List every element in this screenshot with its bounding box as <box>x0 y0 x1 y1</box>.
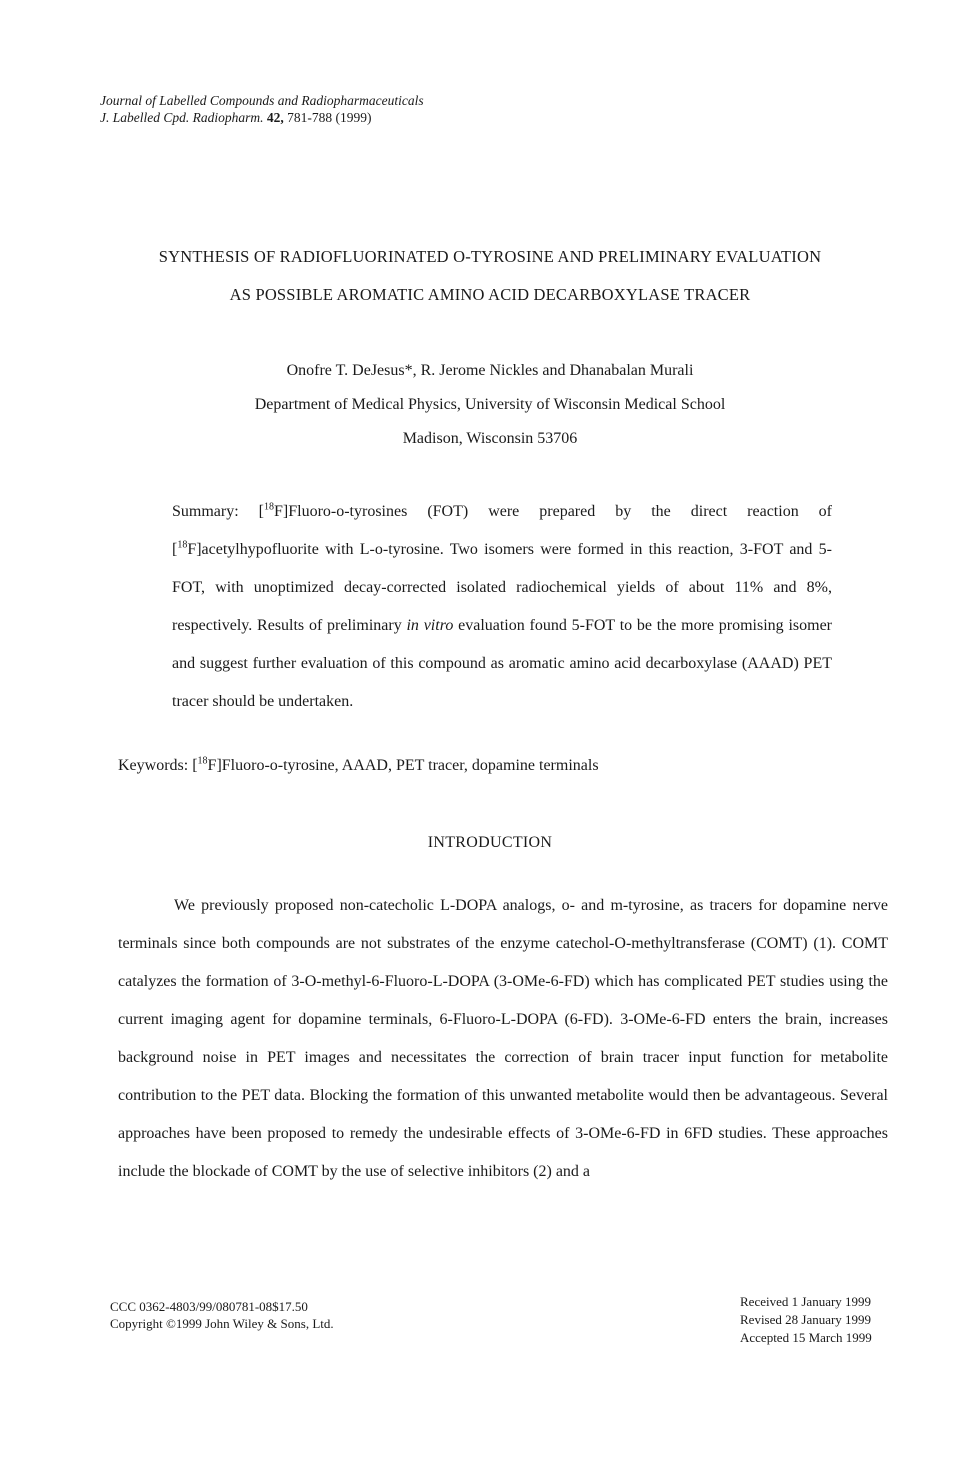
footer-received: Received 1 January 1999 <box>740 1294 872 1309</box>
summary-part-1: F]Fluoro-o-tyrosines (FOT) were prepared by the direct reaction of [ <box>172 503 833 558</box>
summary-in-vitro: in vitro <box>406 617 454 634</box>
keywords-text: F]Fluoro-o-tyrosine, AAAD, PET tracer, dopamine terminals <box>207 757 599 774</box>
paper-title <box>0 238 980 314</box>
introduction-heading: INTRODUCTION <box>427 834 553 851</box>
summary-part-3: evaluation found 5-FOT to be the more promising isomer and suggest further evaluation of this compound as aromatic amino acid decarboxylase (AAAD) PET tracer should be undertaken. <box>172 617 832 710</box>
footer-ccc: CCC 0362-4803/99/080781-08$17.50 <box>110 1299 308 1314</box>
footer-copyright: Copyright ©1999 John Wiley & Sons, Ltd. <box>110 1316 334 1331</box>
keywords-label: Keywords: <box>118 757 189 774</box>
keywords-sup: 18 <box>197 755 208 767</box>
citation-volume: 42, <box>266 110 284 125</box>
title-line-1: SYNTHESIS OF RADIOFLUORINATED O-TYROSINE AND PRELIMINARY EVALUATION <box>158 247 822 266</box>
author-location: Madison, Wisconsin 53706 <box>402 430 578 447</box>
footer-revised: Revised 28 January 1999 <box>740 1312 872 1327</box>
journal-name: Journal of Labelled Compounds and Radiopharmaceuticals <box>100 93 424 108</box>
journal-header <box>100 92 424 126</box>
summary-sup-1: 18 <box>264 501 274 513</box>
summary-label: Summary: <box>172 503 239 520</box>
keywords-line: Keywords: [$^{18}$F]Fluoro-o-tyrosine, AAAD, PET tracer, dopamine terminals <box>118 755 599 774</box>
summary-part-2: F]acetylhypofluorite with L-o-tyrosine. Two isomers were formed in this reaction, 3-FOT and 5-FOT, with unoptimized decay-corrected isolated radiochemical yields of about 11% and 8%, respectively. Results of preliminary <box>172 541 832 634</box>
footer-copyright-block <box>110 1298 334 1332</box>
footer-dates-block <box>740 1293 872 1347</box>
author-block <box>0 354 980 456</box>
citation-prefix: J. Labelled Cpd. Radiopharm. <box>100 110 264 125</box>
introduction-paragraph: We previously proposed non-catecholic L-DOPA analogs, o- and m-tyrosine, as tracers for dopamine nerve terminals since both compounds are not substrates of the enzyme catechol-O-methyltransferase (COMT) (1). COMT catalyzes the formation of 3-O-methyl-6-Fluoro-L-DOPA (3-OMe-6-FD) which has complicated PET studies using the current imaging agent for dopamine terminals, 6-Fluoro-L-DOPA (6-FD). 3-OMe-6-FD enters the brain, increases background noise in PET images and necessitates the correction of brain tracer input function for metabolite contribution to the PET data. Blocking the formation of this unwanted metabolite would then be advantageous. Several approaches have been proposed to remedy the undesirable effects of 3-OMe-6-FD in 6FD studies. These approaches include the blockade of COMT by the use of selective inhibitors (2) and a <box>118 897 888 1180</box>
summary-sup-2: 18 <box>177 539 188 551</box>
title-line-2: AS POSSIBLE AROMATIC AMINO ACID DECARBOXYLASE TRACER <box>229 285 751 304</box>
author-department: Department of Medical Physics, University of Wisconsin Medical School <box>254 396 726 413</box>
journal-citation <box>100 109 424 126</box>
footer-accepted: Accepted 15 March 1999 <box>740 1330 872 1345</box>
author-names: Onofre T. DeJesus*, R. Jerome Nickles and Dhanabalan Murali <box>286 362 694 379</box>
summary-paragraph: Summary: [$^{18}$F]Fluoro-o-tyrosines (FOT) were prepared by the direct reaction of [$^{18}$F]acetylhypofluorite with L-o-tyrosine. Two isomers were formed in this reaction, 3-FOT and 5-FOT, with unoptimized decay-corrected isolated radiochemical yields of about 11% and 8%, respectively. Results of preliminary in vitro evaluation found 5-FOT to be the more promising isomer and suggest further evaluation of this compound as aromatic amino acid decarboxylase (AAAD) PET tracer should be undertaken. <box>172 501 833 710</box>
citation-pages-year: 781-788 (1999) <box>287 110 372 125</box>
